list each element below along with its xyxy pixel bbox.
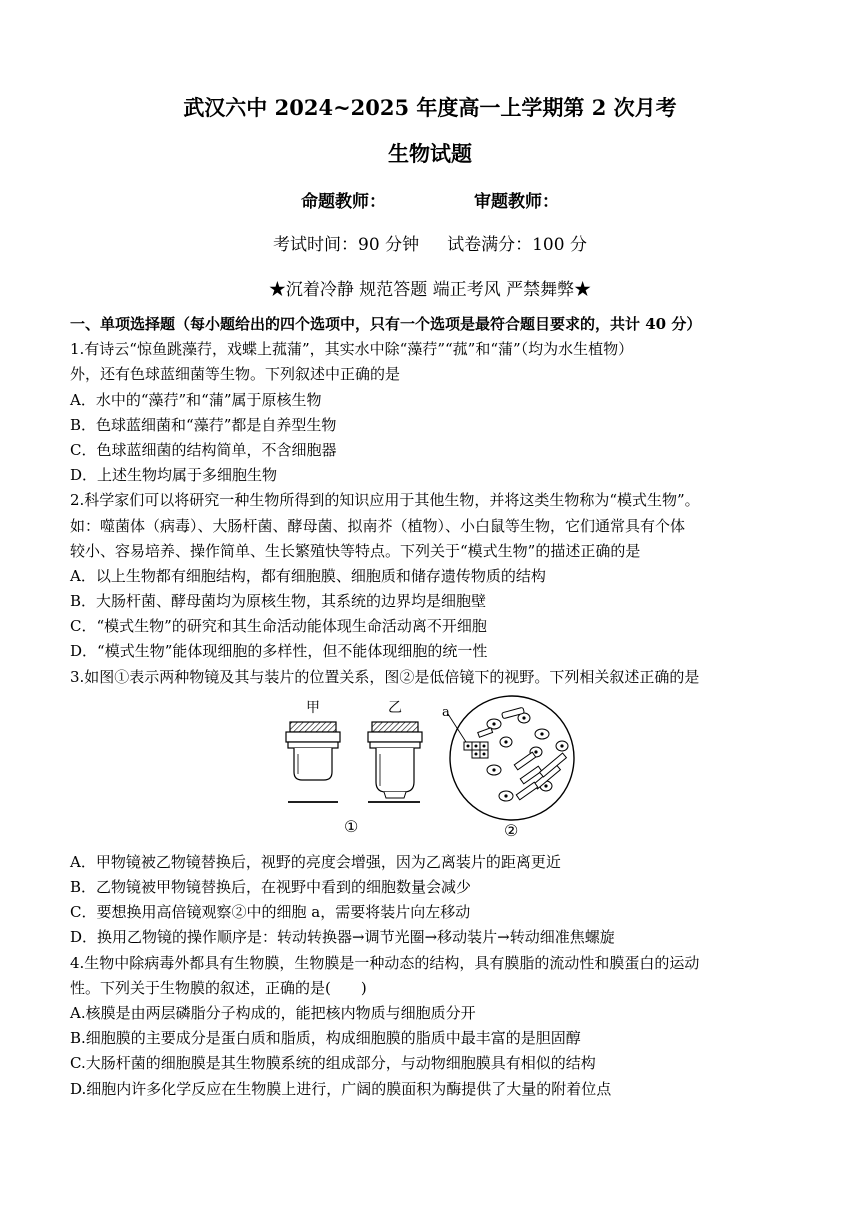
objective-lens-b (368, 722, 422, 798)
fig2-label: ② (504, 820, 519, 840)
microscope-diagram (280, 694, 620, 842)
option-b: B．色球蓝细菌和“藻荇”都是自养型生物 (70, 415, 337, 434)
cell-a-label: a (442, 704, 450, 720)
question-stem-line: 外，还有色球蓝细菌等生物。下列叙述中正确的是 (70, 365, 401, 384)
option-a: A．甲物镜被乙物镜替换后，视野的亮度会增强，因为乙离装片的距离更近 (70, 852, 561, 871)
option-b: B.细胞膜的主要成分是蛋白质和脂质，构成细胞膜的脂质中最丰富的是胆固醇 (70, 1029, 581, 1048)
option-a: A．水中的“藻荇”和“蒲”属于原核生物 (70, 390, 322, 409)
question-stem-line: 2.科学家们可以将研究一种生物所得到的知识应用于其他生物，并将这类生物称为“模式生物”。 (70, 491, 700, 510)
question-stem-line: 3.如图①表示两种物镜及其与装片的位置关系，图②是低倍镜下的视野。下列相关叙述正确的是 (70, 667, 700, 686)
option-c: C．“模式生物”的研究和其生命活动能体现生命活动离不开细胞 (70, 617, 487, 636)
question-stem-line: 1.有诗云“惊鱼跳藻荇，戏蝶上菰蒲”，其实水中除“藻荇”“菰”和“蒲”（均为水生植物） (70, 340, 634, 359)
question-2 (70, 488, 800, 664)
question-1 (70, 337, 800, 488)
question-stem-line: 如：噬菌体（病毒）、大肠杆菌、酵母菌、拟南芥（植物）、小白鼠等生物，它们通常具有个体 (70, 516, 686, 535)
question-3 (70, 665, 800, 951)
question-stem-line: 较小、容易培养、操作简单、生长繁殖快等特点。下列关于“模式生物”的描述正确的是 (70, 541, 641, 560)
reviewer-label: 审题教师： (474, 192, 559, 212)
question-stem-line: 4.生物中除病毒外都具有生物膜，生物膜是一种动态的结构，具有膜脂的流动性和膜蛋白的运动 (70, 953, 700, 972)
setter-label: 命题教师： (301, 192, 386, 212)
option-c: C.大肠杆菌的细胞膜是其生物膜系统的组成部分，与动物细胞膜具有相似的结构 (70, 1054, 596, 1073)
question-stem-line: 性。下列关于生物膜的叙述，正确的是( ) (70, 978, 367, 997)
exam-info (0, 230, 860, 255)
lens-b-label: 乙 (388, 699, 402, 716)
objective-lens-a (286, 722, 340, 780)
option-c: C．要想换用高倍镜观察②中的细胞 a，需要将装片向左移动 (70, 903, 471, 922)
exam-content (70, 312, 800, 1102)
option-d: D．换用乙物镜的操作顺序是：转动转换器→调节光圈→移动装片→转动细准焦螺旋 (70, 928, 615, 947)
exam-motto: ★沉着冷静 规范答题 端正考风 严禁舞弊★ (268, 280, 592, 300)
full-score: 试卷满分：100 分 (447, 235, 587, 255)
exam-title: 武汉六中 2024~2025 年度高一上学期第 2 次月考 (183, 95, 677, 120)
exam-subject: 生物试题 (388, 141, 472, 166)
option-d: D．“模式生物”能体现细胞的多样性，但不能体现细胞的统一性 (70, 642, 488, 661)
option-a: A.核膜是由两层磷脂分子构成的，能把核内物质与细胞质分开 (70, 1003, 476, 1022)
lens-a-label: 甲 (306, 699, 320, 716)
teacher-line (0, 187, 860, 212)
field-of-view (448, 696, 574, 820)
section-heading: 一、单项选择题（每小题给出的四个选项中，只有一个选项是最符合题目要求的，共计 40 分） (70, 315, 702, 333)
option-a: A．以上生物都有细胞结构，都有细胞膜、细胞质和储存遗传物质的结构 (70, 566, 546, 585)
option-d: D.细胞内许多化学反应在生物膜上进行，广阔的膜面积为酶提供了大量的附着位点 (70, 1079, 612, 1098)
option-b: B．大肠杆菌、酵母菌均为原核生物，其系统的边界均是细胞壁 (70, 592, 487, 611)
option-c: C．色球蓝细菌的结构简单，不含细胞器 (70, 440, 337, 459)
option-d: D．上述生物均属于多细胞生物 (70, 466, 278, 485)
fig1-label: ① (344, 816, 359, 836)
microscope-figure (70, 690, 800, 850)
question-4 (70, 951, 800, 1102)
option-b: B．乙物镜被甲物镜替换后，在视野中看到的细胞数量会减少 (70, 878, 472, 896)
exam-time: 考试时间：90 分钟 (273, 235, 420, 255)
